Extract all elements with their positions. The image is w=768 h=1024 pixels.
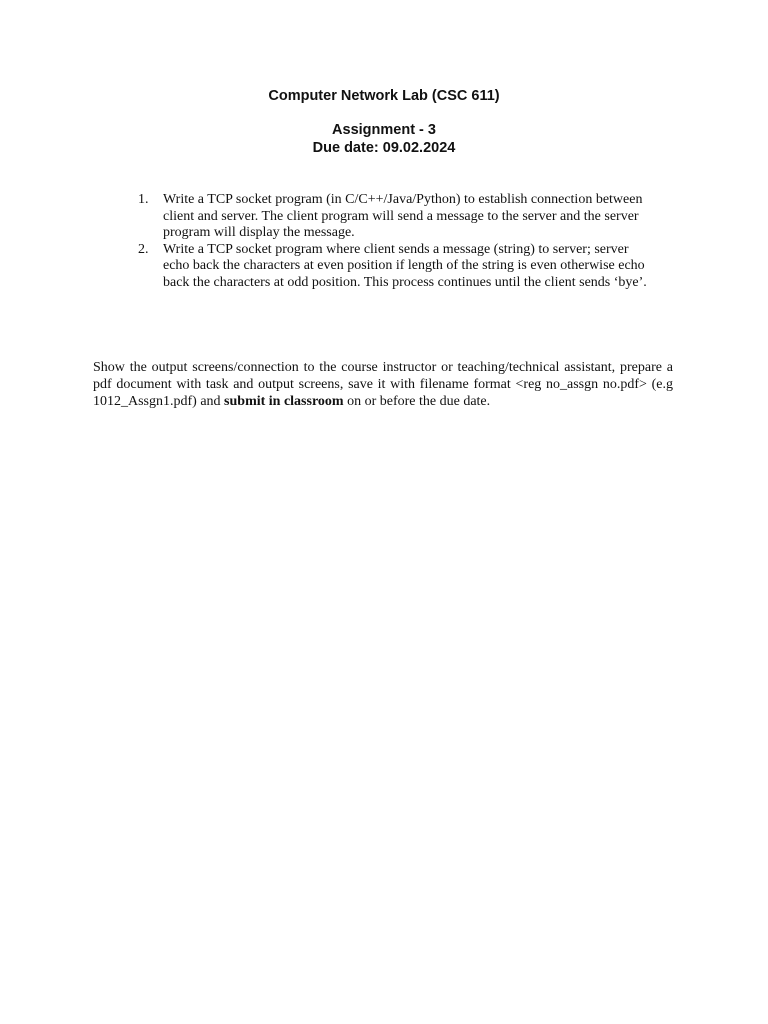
task-number: 2. [138, 241, 149, 257]
task-text: Write a TCP socket program (in C/C++/Java/Python) to establish connection between client and server. The client program will send a message to the server and the server program will display the message. [163, 192, 643, 240]
due-date: Due date: 09.02.2024 [312, 140, 456, 156]
instructions-text-end: on or before the due date. [343, 393, 491, 409]
assignment-title: Assignment - 3 [332, 122, 436, 138]
submission-instructions [93, 360, 673, 410]
task-item [138, 242, 658, 292]
task-item [138, 192, 658, 242]
task-list [138, 192, 658, 291]
course-title: Computer Network Lab (CSC 611) [268, 88, 500, 104]
instructions-emphasis: submit in classroom [224, 393, 344, 409]
task-text: Write a TCP socket program where client sends a message (string) to server; server echo back the characters at even position if length of the string is even otherwise echo back the characters at odd position. This process continues until the client sends ‘bye’. [163, 241, 647, 290]
task-number: 1. [138, 192, 149, 207]
instructions-text: Show the output screens/connection to the course instructor or teaching/technical assistant, prepare a pdf document with task and output screens, save it with filename format <reg no_assgn no.pdf> (e.g 1012_Assgn1.pdf) and [93, 360, 673, 409]
